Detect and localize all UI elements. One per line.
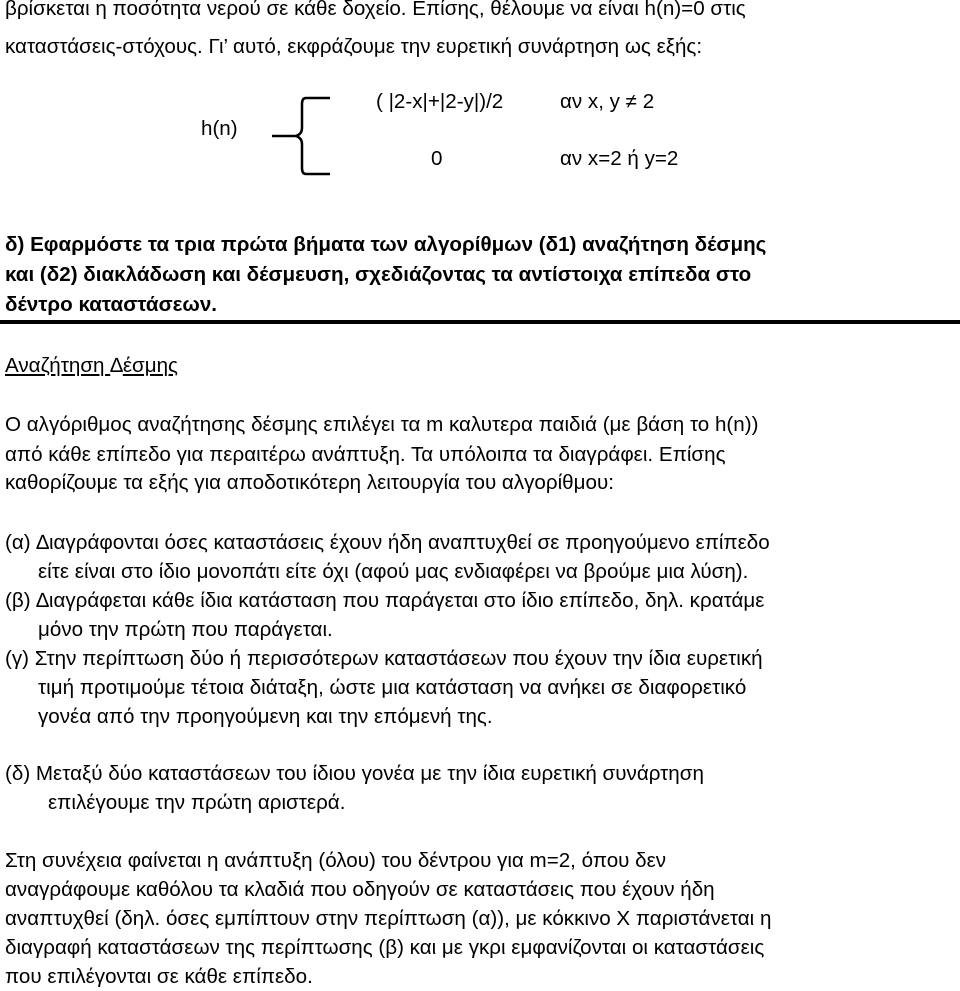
delta-glyph: ∆ — [110, 354, 123, 377]
rule-a-delta-glyph: ∆ — [36, 531, 49, 554]
rule-c-line-2: τιμή προτιμούμε τέτοια διάταξη, ώστε μια κατάσταση να ανήκει σε διαφορετικό — [38, 676, 747, 699]
closing-line-1: Στη συνέχεια φαίνεται η ανάπτυξη (όλου) του δέντρου για m=2, όπου δεν — [5, 849, 667, 872]
rule-b-line-1 — [5, 588, 764, 614]
rule-a-prefix: (α) — [5, 531, 37, 554]
formula-case1-expression: ( |2-x|+|2-y|)/2 — [376, 90, 504, 113]
rule-d-line-1: (δ) Μεταξύ δύο καταστάσεων του ίδιου γονέα με την ίδια ευρετική συνάρτηση — [5, 762, 704, 785]
section-heading-rest: έσμης — [122, 354, 178, 377]
section-heading-prefix: Αναζήτηση — [5, 354, 111, 377]
rule-a-text: ιαγράφονται όσες καταστάσεις έχουν ήδη αναπτυχθεί σε προηγούμενο επίπεδο — [48, 531, 770, 554]
rule-d-line-2: επιλέγουμε την πρώτη αριστερά. — [48, 791, 346, 814]
intro-line-2: καταστάσεις-στόχους. Γι’ αυτό, εκφράζουμε την ευρετική συνάρτηση ως εξής: — [5, 35, 703, 58]
curly-brace-icon — [268, 96, 338, 176]
formula-case2-expression: 0 — [431, 147, 443, 170]
closing-line-4: διαγραφή καταστάσεων της περίπτωσης (β) και με γκρι εμφανίζονται οι καταστάσεις — [5, 936, 765, 959]
rule-b-text: ιαγράφεται κάθε ίδια κατάσταση που παράγεται στο ίδιο επίπεδο, δηλ. κρατάμε — [48, 589, 765, 612]
formula-lhs: h(n) — [201, 117, 238, 140]
rule-b-line-2: μόνο την πρώτη που παράγεται. — [38, 618, 333, 641]
task-line-2: και (δ2) διακλάδωση και δέσμευση, σχεδιάζοντας τα αντίστοιχα επίπεδα στο — [5, 263, 752, 286]
rule-b-delta-glyph: ∆ — [36, 589, 49, 612]
task-line-1: δ) Εφαρμόστε τα τρια πρώτα βήματα των αλγορίθμων (δ1) αναζήτηση δέσμης — [5, 233, 767, 256]
rule-a-line-1 — [5, 530, 770, 556]
rule-c-line-1: (γ) Στην περίπτωση δύο ή περισσότερων καταστάσεων που έχουν την ίδια ευρετική — [5, 647, 763, 670]
closing-line-5: που επιλέγονται σε κάθε επίπεδο. — [5, 965, 313, 988]
rule-c-line-3: γονέα από την προηγούμενη και την επόμενή της. — [38, 705, 493, 728]
closing-line-3: αναπτυχθεί (δηλ. όσες εμπίπτουν στην περίπτωση (α)), με κόκκινο Χ παριστάνεται η — [5, 907, 772, 930]
task-line-3: δέντρο καταστάσεων. — [5, 293, 218, 316]
intro-line-1: βρίσκεται η ποσότητα νερού σε κάθε δοχείο. Επίσης, θέλουμε να είναι h(n)=0 στις — [5, 0, 746, 20]
section-divider — [0, 320, 960, 324]
formula-case2-condition: αν x=2 ή y=2 — [560, 147, 679, 170]
rule-b-prefix: (β) — [5, 589, 37, 612]
closing-line-2: αναγράφουμε καθόλου τα κλαδιά που οδηγούν σε καταστάσεις που έχουν ήδη — [5, 878, 715, 901]
paragraph1-line-1: Ο αλγόριθμος αναζήτησης δέσμης επιλέγει τα m καλυτερα παιδιά (με βάση το h(n)) — [5, 413, 759, 436]
rule-a-line-2: είτε είναι στο ίδιο μονοπάτι είτε όχι (αφού μας ενδιαφέρει να βρούμε μια λύση). — [38, 560, 749, 583]
section-heading — [5, 353, 178, 379]
formula-case1-condition: αν x, y ≠ 2 — [560, 90, 655, 113]
paragraph1-line-3: καθορίζουμε τα εξής για αποδοτικότερη λειτουργία του αλγορίθμου: — [5, 471, 614, 494]
paragraph1-line-2: από κάθε επίπεδο για περαιτέρω ανάπτυξη. Τα υπόλοιπα τα διαγράφει. Επίσης — [5, 443, 726, 466]
